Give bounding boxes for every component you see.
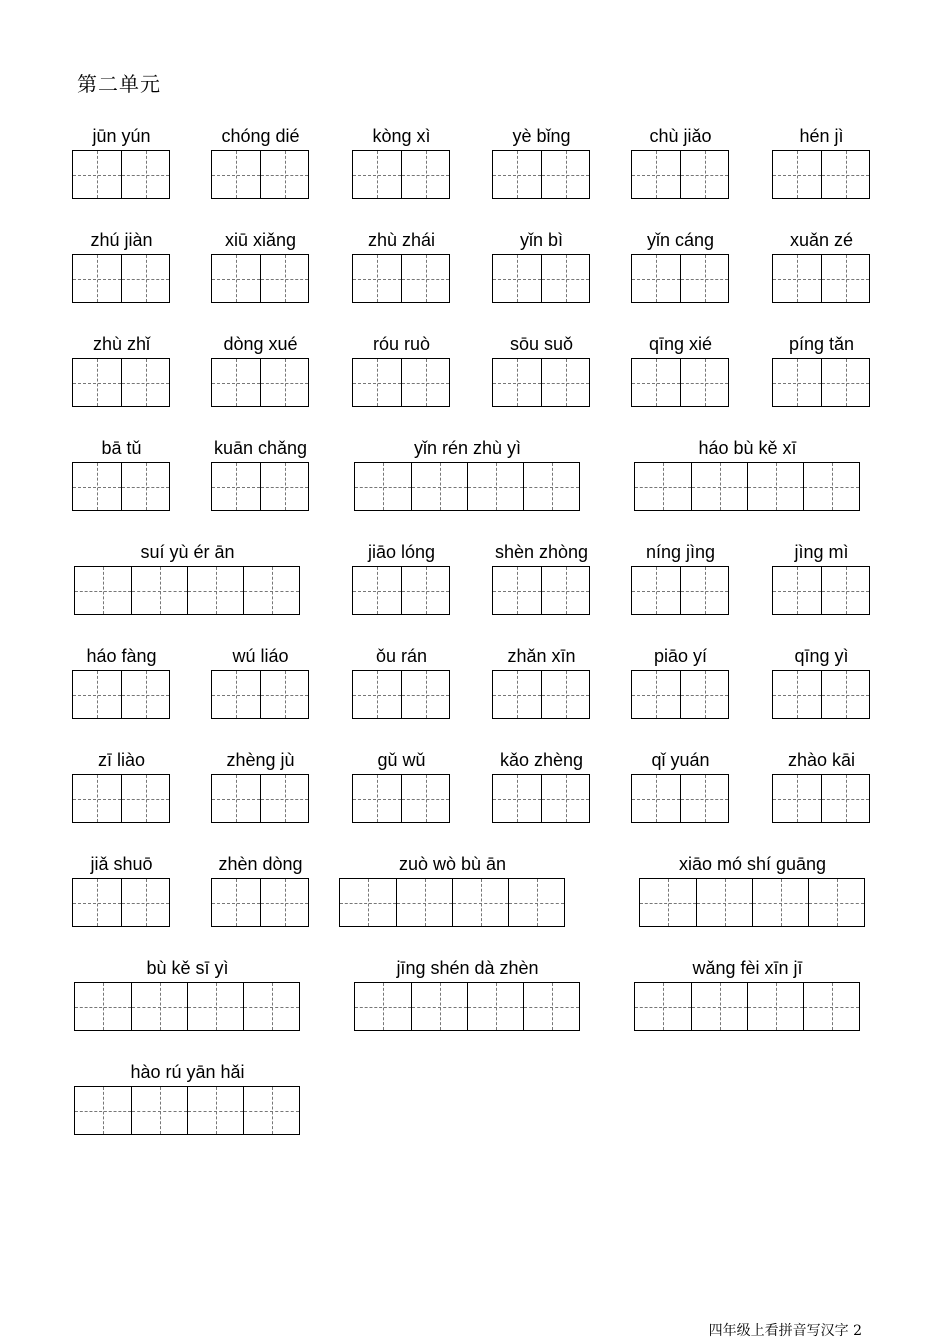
word-item (631, 126, 730, 200)
pinyin-label: qīng yì (794, 646, 849, 666)
tianzige-cell[interactable] (260, 671, 308, 718)
writing-grid (639, 878, 865, 927)
tianzige-cell[interactable] (680, 255, 728, 302)
pinyin-label: zhù zhái (367, 230, 436, 250)
pinyin-label: jīng shén dà zhèn (396, 958, 539, 978)
tianzige-cell[interactable] (541, 567, 589, 614)
tianzige-cell[interactable] (523, 983, 579, 1030)
pinyin-label: zhù zhǐ (92, 334, 151, 354)
page-title: 第二单元 (77, 72, 161, 96)
pinyin-label: hào rú yān hǎi (130, 1062, 245, 1082)
tianzige-cell[interactable] (353, 151, 401, 198)
writing-grid (352, 566, 450, 615)
word-item (492, 542, 591, 616)
tianzige-cell[interactable] (680, 775, 728, 822)
word-item (492, 230, 591, 304)
word-item (639, 854, 866, 928)
pinyin-label: jiǎ shuō (90, 854, 153, 874)
tianzige-cell[interactable] (401, 151, 449, 198)
tianzige-cell[interactable] (401, 671, 449, 718)
tianzige-cell[interactable] (821, 359, 869, 406)
tianzige-cell[interactable] (260, 151, 308, 198)
word-item (211, 854, 310, 928)
tianzige-cell[interactable] (353, 359, 401, 406)
pinyin-label: bā tǔ (101, 438, 142, 458)
writing-grid (72, 150, 170, 199)
pinyin-label: chù jiǎo (649, 126, 712, 146)
word-item (211, 646, 310, 720)
writing-grid (631, 150, 729, 199)
writing-grid (631, 566, 729, 615)
tianzige-cell[interactable] (696, 879, 752, 926)
tianzige-cell[interactable] (260, 463, 308, 510)
tianzige-cell[interactable] (73, 151, 121, 198)
tianzige-cell[interactable] (773, 359, 821, 406)
tianzige-cell[interactable] (632, 255, 680, 302)
pinyin-label: níng jìng (645, 542, 716, 562)
writing-grid (772, 150, 870, 199)
tianzige-cell[interactable] (396, 879, 452, 926)
tianzige-cell[interactable] (243, 567, 299, 614)
pinyin-label: qǐ yuán (651, 750, 710, 770)
word-item (772, 126, 871, 200)
tianzige-cell[interactable] (355, 983, 411, 1030)
pinyin-label: yè bǐng (512, 126, 571, 146)
pinyin-label: qīng xié (648, 334, 713, 354)
writing-grid (211, 878, 309, 927)
pinyin-label: yǐn rén zhù yì (413, 438, 522, 458)
tianzige-cell[interactable] (355, 463, 411, 510)
pinyin-label: zhǎn xīn (507, 646, 576, 666)
writing-grid (631, 670, 729, 719)
word-item (772, 334, 871, 408)
word-item (352, 750, 451, 824)
writing-grid (772, 254, 870, 303)
pinyin-label: gǔ wǔ (377, 750, 426, 770)
tianzige-cell[interactable] (493, 359, 541, 406)
writing-grid (492, 670, 590, 719)
tianzige-cell[interactable] (680, 359, 728, 406)
tianzige-cell[interactable] (260, 879, 308, 926)
tianzige-cell[interactable] (635, 463, 691, 510)
pinyin-label: yǐn bì (519, 230, 564, 250)
tianzige-cell[interactable] (340, 879, 396, 926)
tianzige-cell[interactable] (243, 1087, 299, 1134)
writing-grid (492, 774, 590, 823)
tianzige-cell[interactable] (353, 567, 401, 614)
tianzige-cell[interactable] (632, 775, 680, 822)
tianzige-cell[interactable] (260, 255, 308, 302)
tianzige-cell[interactable] (212, 359, 260, 406)
writing-grid (74, 566, 300, 615)
word-item (631, 230, 730, 304)
word-item (339, 854, 566, 928)
word-item (631, 542, 730, 616)
word-item (211, 230, 310, 304)
word-item (354, 958, 581, 1032)
word-item (74, 1062, 301, 1136)
tianzige-cell[interactable] (747, 983, 803, 1030)
tianzige-cell[interactable] (541, 151, 589, 198)
word-item (72, 854, 171, 928)
pinyin-label: shèn zhòng (494, 542, 589, 562)
tianzige-cell[interactable] (243, 983, 299, 1030)
word-item (354, 438, 581, 512)
writing-grid (492, 254, 590, 303)
word-item (72, 438, 171, 512)
tianzige-cell[interactable] (632, 359, 680, 406)
tianzige-cell[interactable] (121, 879, 169, 926)
pinyin-label: hén jì (799, 126, 844, 146)
tianzige-cell[interactable] (691, 463, 747, 510)
tianzige-cell[interactable] (73, 671, 121, 718)
tianzige-cell[interactable] (632, 671, 680, 718)
word-item (492, 646, 591, 720)
writing-grid (72, 462, 170, 511)
writing-grid (772, 670, 870, 719)
pinyin-label: jūn yún (92, 126, 151, 146)
tianzige-cell[interactable] (493, 567, 541, 614)
writing-grid (211, 670, 309, 719)
word-item (352, 334, 451, 408)
tianzige-cell[interactable] (803, 463, 859, 510)
tianzige-cell[interactable] (121, 359, 169, 406)
tianzige-cell[interactable] (493, 775, 541, 822)
pinyin-label: jiāo lóng (367, 542, 436, 562)
tianzige-cell[interactable] (121, 255, 169, 302)
word-item (211, 334, 310, 408)
writing-grid (492, 150, 590, 199)
tianzige-cell[interactable] (541, 671, 589, 718)
tianzige-cell[interactable] (680, 567, 728, 614)
tianzige-cell[interactable] (73, 359, 121, 406)
tianzige-cell[interactable] (632, 567, 680, 614)
tianzige-cell[interactable] (353, 671, 401, 718)
pinyin-label: píng tǎn (788, 334, 855, 354)
pinyin-label: chóng dié (221, 126, 300, 146)
tianzige-cell[interactable] (467, 463, 523, 510)
writing-grid (352, 774, 450, 823)
writing-grid (354, 982, 580, 1031)
pinyin-label: xiū xiǎng (224, 230, 297, 250)
tianzige-cell[interactable] (187, 983, 243, 1030)
tianzige-cell[interactable] (353, 255, 401, 302)
word-item (72, 334, 171, 408)
writing-grid (634, 462, 860, 511)
pinyin-label: háo fàng (86, 646, 157, 666)
tianzige-cell[interactable] (640, 879, 696, 926)
tianzige-cell[interactable] (73, 463, 121, 510)
tianzige-cell[interactable] (493, 151, 541, 198)
tianzige-cell[interactable] (187, 567, 243, 614)
tianzige-cell[interactable] (773, 151, 821, 198)
tianzige-cell[interactable] (131, 983, 187, 1030)
word-item (352, 230, 451, 304)
writing-grid (72, 254, 170, 303)
tianzige-cell[interactable] (523, 463, 579, 510)
tianzige-cell[interactable] (680, 671, 728, 718)
word-item (72, 230, 171, 304)
word-item (74, 958, 301, 1032)
tianzige-cell[interactable] (401, 567, 449, 614)
tianzige-cell[interactable] (260, 775, 308, 822)
word-item (772, 750, 871, 824)
tianzige-cell[interactable] (121, 671, 169, 718)
tianzige-cell[interactable] (411, 983, 467, 1030)
tianzige-cell[interactable] (131, 1087, 187, 1134)
writing-grid (492, 358, 590, 407)
tianzige-cell[interactable] (508, 879, 564, 926)
tianzige-cell[interactable] (121, 151, 169, 198)
tianzige-cell[interactable] (73, 775, 121, 822)
pinyin-label: háo bù kě xī (698, 438, 797, 458)
tianzige-cell[interactable] (452, 879, 508, 926)
pinyin-label: yǐn cáng (646, 230, 715, 250)
word-item (634, 958, 861, 1032)
writing-grid (211, 150, 309, 199)
pinyin-label: xiāo mó shí guāng (678, 854, 827, 874)
pinyin-label: xuǎn zé (789, 230, 854, 250)
writing-grid (772, 774, 870, 823)
tianzige-cell[interactable] (632, 151, 680, 198)
pinyin-label: sōu suǒ (509, 334, 574, 354)
tianzige-cell[interactable] (401, 255, 449, 302)
word-item (352, 542, 451, 616)
tianzige-cell[interactable] (773, 567, 821, 614)
word-item (772, 230, 871, 304)
pinyin-label: jìng mì (794, 542, 849, 562)
tianzige-cell[interactable] (121, 463, 169, 510)
tianzige-cell[interactable] (212, 255, 260, 302)
tianzige-cell[interactable] (353, 775, 401, 822)
tianzige-cell[interactable] (773, 671, 821, 718)
writing-grid (492, 566, 590, 615)
tianzige-cell[interactable] (75, 983, 131, 1030)
tianzige-cell[interactable] (821, 255, 869, 302)
writing-grid (211, 358, 309, 407)
tianzige-cell[interactable] (821, 671, 869, 718)
tianzige-cell[interactable] (212, 879, 260, 926)
tianzige-cell[interactable] (212, 151, 260, 198)
word-item (492, 750, 591, 824)
pinyin-label: ǒu rán (375, 646, 428, 666)
tianzige-cell[interactable] (821, 775, 869, 822)
pinyin-label: róu ruò (372, 334, 431, 354)
pinyin-label: kuān chǎng (213, 438, 308, 458)
pinyin-label: kòng xì (372, 126, 431, 146)
tianzige-cell[interactable] (803, 983, 859, 1030)
word-item (631, 750, 730, 824)
pinyin-label: wǎng fèi xīn jī (692, 958, 803, 978)
tianzige-cell[interactable] (121, 775, 169, 822)
writing-grid (339, 878, 565, 927)
word-item (631, 334, 730, 408)
tianzige-cell[interactable] (541, 359, 589, 406)
writing-grid (74, 982, 300, 1031)
writing-grid (354, 462, 580, 511)
writing-grid (631, 358, 729, 407)
writing-grid (72, 878, 170, 927)
pinyin-label: zī liào (97, 750, 146, 770)
tianzige-cell[interactable] (680, 151, 728, 198)
pinyin-label: dòng xué (223, 334, 298, 354)
tianzige-cell[interactable] (73, 879, 121, 926)
tianzige-cell[interactable] (75, 1087, 131, 1134)
tianzige-cell[interactable] (821, 567, 869, 614)
writing-grid (352, 358, 450, 407)
writing-grid (631, 254, 729, 303)
word-item (211, 750, 310, 824)
tianzige-cell[interactable] (212, 671, 260, 718)
writing-grid (72, 670, 170, 719)
pinyin-label: bù kě sī yì (146, 958, 229, 978)
word-item (772, 646, 871, 720)
word-item (211, 126, 310, 200)
word-item (352, 126, 451, 200)
word-item (492, 126, 591, 200)
tianzige-cell[interactable] (187, 1087, 243, 1134)
word-item (631, 646, 730, 720)
pinyin-label: piāo yí (653, 646, 708, 666)
tianzige-cell[interactable] (752, 879, 808, 926)
pinyin-label: zhào kāi (787, 750, 856, 770)
word-item (74, 542, 301, 616)
writing-grid (634, 982, 860, 1031)
tianzige-cell[interactable] (493, 671, 541, 718)
writing-grid (772, 566, 870, 615)
word-item (352, 646, 451, 720)
word-item (492, 334, 591, 408)
tianzige-cell[interactable] (635, 983, 691, 1030)
pinyin-label: zhèng jù (226, 750, 295, 770)
tianzige-cell[interactable] (131, 567, 187, 614)
tianzige-cell[interactable] (260, 359, 308, 406)
tianzige-cell[interactable] (821, 151, 869, 198)
word-item (72, 126, 171, 200)
pinyin-label: zhú jiàn (90, 230, 153, 250)
word-item (772, 542, 871, 616)
writing-grid (74, 1086, 300, 1135)
tianzige-cell[interactable] (401, 359, 449, 406)
writing-grid (631, 774, 729, 823)
word-item (211, 438, 310, 512)
writing-grid (772, 358, 870, 407)
tianzige-cell[interactable] (747, 463, 803, 510)
writing-grid (352, 254, 450, 303)
page-footer: 四年级上看拼音写汉字 2 (708, 1323, 862, 1339)
pinyin-label: suí yù ér ān (140, 542, 235, 562)
pinyin-label: zhèn dòng (218, 854, 303, 874)
word-item (72, 646, 171, 720)
tianzige-cell[interactable] (773, 775, 821, 822)
tianzige-cell[interactable] (541, 775, 589, 822)
tianzige-cell[interactable] (467, 983, 523, 1030)
tianzige-cell[interactable] (73, 255, 121, 302)
pinyin-label: zuò wò bù ān (398, 854, 507, 874)
tianzige-cell[interactable] (401, 775, 449, 822)
tianzige-cell[interactable] (212, 775, 260, 822)
writing-grid (352, 670, 450, 719)
tianzige-cell[interactable] (75, 567, 131, 614)
writing-grid (211, 462, 309, 511)
word-item (634, 438, 861, 512)
tianzige-cell[interactable] (773, 255, 821, 302)
pinyin-label: kǎo zhèng (499, 750, 584, 770)
writing-grid (211, 254, 309, 303)
tianzige-cell[interactable] (541, 255, 589, 302)
pinyin-label: wú liáo (232, 646, 289, 666)
tianzige-cell[interactable] (212, 463, 260, 510)
writing-grid (211, 774, 309, 823)
tianzige-cell[interactable] (493, 255, 541, 302)
writing-grid (352, 150, 450, 199)
writing-grid (72, 358, 170, 407)
tianzige-cell[interactable] (691, 983, 747, 1030)
tianzige-cell[interactable] (808, 879, 864, 926)
tianzige-cell[interactable] (411, 463, 467, 510)
word-item (72, 750, 171, 824)
writing-grid (72, 774, 170, 823)
